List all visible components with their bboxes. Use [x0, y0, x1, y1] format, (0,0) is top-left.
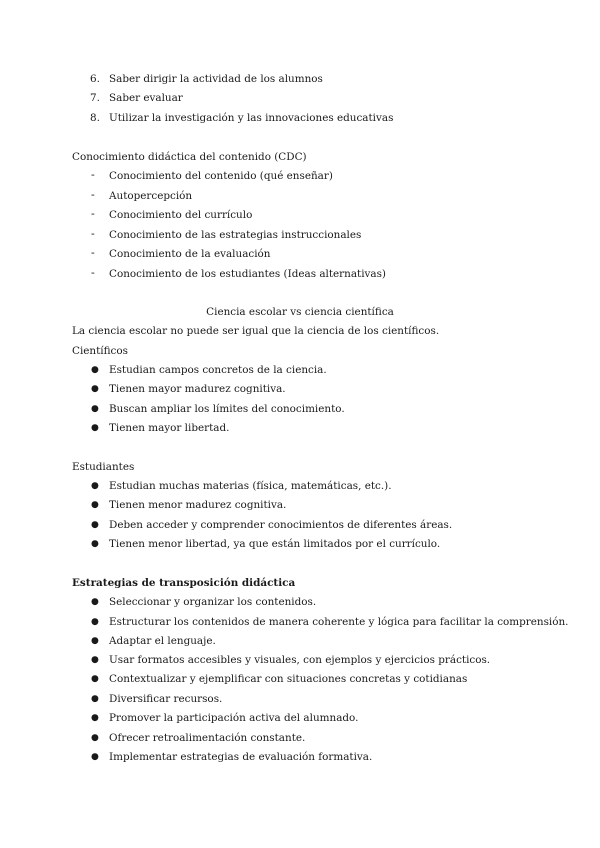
bullet-marker: ●: [91, 752, 99, 762]
list-item: Deben acceder y comprender conocimientos de diferentes áreas.: [109, 519, 453, 531]
dash-marker: -: [91, 188, 95, 201]
bullet-marker: ●: [91, 481, 99, 491]
list-item: Usar formatos accesibles y visuales, con ejemplos y ejercicios prácticos.: [109, 654, 491, 666]
list-item: Autopercepción: [109, 190, 193, 202]
dash-marker: -: [91, 207, 95, 220]
dash-marker: -: [91, 246, 95, 259]
bullet-marker: ●: [91, 404, 99, 414]
bullet-marker: ●: [91, 423, 99, 433]
list-item: Conocimiento del currículo: [109, 209, 253, 221]
bullet-marker: ●: [91, 655, 99, 665]
bullet-marker: ●: [91, 617, 99, 627]
list-number: 7.: [90, 92, 100, 104]
intro-text: La ciencia escolar no puede ser igual que la ciencia de los científicos.: [72, 325, 440, 337]
bullet-marker: ●: [91, 713, 99, 723]
list-item: Buscan ampliar los límites del conocimiento.: [109, 403, 345, 415]
list-item: Implementar estrategias de evaluación formativa.: [109, 751, 373, 763]
list-item: Tienen mayor libertad.: [109, 422, 230, 434]
bullet-marker: ●: [91, 694, 99, 704]
list-item: Saber evaluar: [109, 92, 183, 104]
bullet-marker: ●: [91, 636, 99, 646]
list-item: Tienen menor libertad, ya que están limitados por el currículo.: [109, 538, 441, 550]
list-item: Estructurar los contenidos de manera coherente y lógica para facilitar la comprensión.: [109, 616, 569, 628]
list-item: Conocimiento de la evaluación: [109, 248, 271, 260]
list-item: Tienen mayor madurez cognitiva.: [109, 383, 286, 395]
bullet-marker: ●: [91, 597, 99, 607]
list-item: Contextualizar y ejemplificar con situaciones concretas y cotidianas: [109, 673, 468, 685]
bullet-marker: ●: [91, 733, 99, 743]
list-item: Adaptar el lenguaje.: [109, 635, 216, 647]
bullet-marker: ●: [91, 520, 99, 530]
list-item: Promover la participación activa del alumnado.: [109, 712, 359, 724]
dash-marker: -: [91, 227, 95, 240]
cdc-heading: Conocimiento didáctica del contenido (CDC): [72, 151, 307, 163]
list-number: 6.: [90, 73, 100, 85]
list-item: Diversificar recursos.: [109, 693, 223, 705]
bullet-marker: ●: [91, 539, 99, 549]
list-item: Tienen menor madurez cognitiva.: [109, 499, 287, 511]
bullet-marker: ●: [91, 384, 99, 394]
list-item: Seleccionar y organizar los contenidos.: [109, 596, 317, 608]
bullet-marker: ●: [91, 500, 99, 510]
list-item: Estudian campos concretos de la ciencia.: [109, 364, 327, 376]
list-item: Conocimiento del contenido (qué enseñar): [109, 170, 333, 182]
list-item: Conocimiento de las estrategias instruccionales: [109, 229, 362, 241]
dash-marker: -: [91, 266, 95, 279]
list-item: Conocimiento de los estudiantes (Ideas alternativas): [109, 268, 386, 280]
section-title: Ciencia escolar vs ciencia científica: [206, 306, 394, 318]
list-item: Estudian muchas materias (física, matemáticas, etc.).: [109, 480, 392, 492]
list-item: Saber dirigir la actividad de los alumnos: [109, 73, 323, 85]
bullet-marker: ●: [91, 365, 99, 375]
strategies-heading: Estrategias de transposición didáctica: [72, 577, 296, 589]
bullet-marker: ●: [91, 674, 99, 684]
list-item: Utilizar la investigación y las innovaciones educativas: [109, 112, 394, 124]
scientists-label: Científicos: [72, 345, 128, 357]
list-item: Ofrecer retroalimentación constante.: [109, 732, 306, 744]
dash-marker: -: [91, 168, 95, 181]
students-label: Estudiantes: [72, 461, 135, 473]
list-number: 8.: [90, 112, 100, 124]
